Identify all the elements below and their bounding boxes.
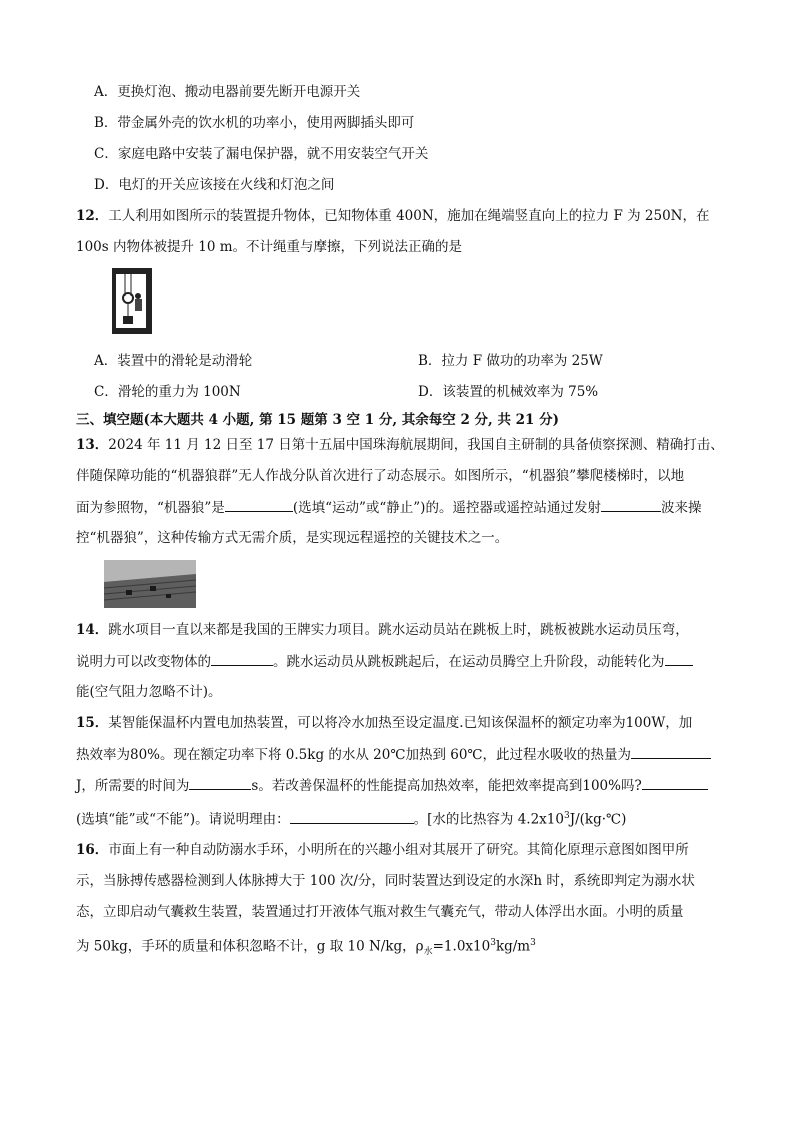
q12-text1: 工人利用如图所示的装置提升物体，已知物体重 400N，施加在绳端竖直向上的拉力 F 为 250N，在 (108, 208, 710, 224)
q14-line3: 能(空气阻力忽略不计)。 (76, 684, 222, 700)
q16-line3: 态，立即启动气囊救生装置，装置通过打开液体气瓶对救生气囊充气，带动人体浮出水面。小明的质量 (76, 904, 684, 920)
q13-text3c: 波来操 (660, 500, 702, 516)
q12-line1 (76, 206, 710, 226)
q16-number: 16． (76, 842, 109, 858)
section3-title: 三、填空题(本大题共 4 小题, 第 15 题第 3 空 1 分, 其余每空 2 分, 共 21 分) (76, 412, 560, 428)
q13-line2: 伴随保障功能的“机器狼群”无人作战分队首次进行了动态展示。如图所示，“机器狼”攀爬楼梯时，以地 (76, 468, 685, 484)
q15-line2 (76, 744, 711, 765)
q14-blank2 (665, 651, 693, 666)
q15-text3b: s。若改善保温杯的性能提高加热效率，能把效率提高到100%吗? (251, 778, 642, 794)
q15-blank3 (642, 775, 708, 790)
robot-wolf-photo (104, 560, 196, 608)
q13-text1: 2024 年 11 月 12 日至 17 日第十五届中国珠海航展期间，我国自主研制的具备侦察探测、精确打击、 (108, 437, 724, 453)
q13-text3b: (选填“运动”或“静止”)的。遥控器或遥控站通过发射 (292, 500, 601, 516)
q15-line3 (76, 775, 708, 796)
q15-text2a: 热效率为80%。现在额定功率下将 0.5kg 的水从 20℃加热到 60℃，此过程水吸收的热量为 (76, 747, 632, 763)
q12-option-c: C．滑轮的重力为 100N (94, 384, 241, 400)
q16-text4a: 为 50kg，手环的质量和体积忽略不计，g 取 10 N/kg，ρ (76, 938, 424, 955)
q14-blank1 (211, 651, 273, 666)
q16-line2: 示，当脉搏传感器检测到人体脉搏大于 100 次/分，同时装置达到设定的水深h 时，系统即判定为溺水状 (76, 873, 695, 889)
q12-option-d: D．该装置的机械效率为 75% (418, 384, 599, 400)
q16-exponent1: 3 (490, 938, 496, 948)
q16-text4b: =1.0x10 (432, 938, 491, 955)
q14-text1: 跳水项目一直以来都是我国的王牌实力项目。跳水运动员站在跳板上时，跳板被跳水运动员压弯， (108, 622, 689, 638)
q16-line1 (76, 840, 689, 860)
q12-line2: 100s 内物体被提升 10 m。不计绳重与摩擦，下列说法正确的是 (76, 239, 463, 255)
q13-text3a: 面为参照物，“机器狼”是 (76, 500, 225, 516)
q14-number: 14． (76, 622, 109, 638)
q15-blank2 (189, 775, 251, 790)
q11-option-b: B．带金属外壳的饮水机的功率小，使用两脚插头即可 (94, 115, 415, 131)
q15-blank1 (631, 744, 711, 759)
q14-line2 (76, 651, 693, 672)
q13-blank1 (225, 497, 293, 512)
q15-text1: 某智能保温杯内置电加热装置，可以将冷水加热至设定温度.已知该保温杯的额定功率为100W，加 (108, 715, 693, 731)
q14-text2a: 说明力可以改变物体的 (76, 654, 211, 670)
q13-number: 13． (76, 437, 109, 453)
q15-number: 15． (76, 715, 109, 731)
pulley-figure (108, 266, 154, 336)
q13-line1 (76, 435, 724, 455)
q14-line1 (76, 620, 689, 640)
q11-option-a: A．更换灯泡、搬动电器前要先断开电源开关 (94, 84, 361, 100)
q12-number: 12． (76, 208, 109, 224)
q13-line3 (76, 497, 701, 518)
q15-blank4 (290, 809, 414, 824)
q15-line4 (76, 806, 626, 830)
q16-exponent2: 3 (530, 938, 536, 948)
q13-blank2 (601, 497, 661, 512)
q13-line4: 控“机器狼”，这种传输方式无需介质，是实现远程遥控的关键技术之一。 (76, 530, 509, 546)
q16-text1: 市面上有一种自动防溺水手环，小明所在的兴趣小组对其展开了研究。其简化原理示意图如图甲所 (108, 842, 689, 858)
q15-exponent: 3 (563, 811, 570, 821)
q11-option-d: D．电灯的开关应该接在火线和灯泡之间 (94, 177, 335, 193)
q15-line1 (76, 713, 692, 733)
q16-line4 (76, 933, 536, 962)
q16-rho-subscript: 水 (423, 947, 433, 958)
q12-option-a: A．装置中的滑轮是动滑轮 (94, 353, 253, 369)
q11-option-c: C．家庭电路中安装了漏电保护器，就不用安装空气开关 (94, 146, 429, 162)
q15-text4a: (选填“能”或“不能”)。请说明理由： (76, 811, 290, 828)
q12-option-b: B．拉力 F 做功的功率为 25W (418, 353, 603, 369)
q14-text2b: 。跳水运动员从跳板跳起后，在运动员腾空上升阶段，动能转化为 (273, 654, 665, 670)
q15-text4c: J/(kg·℃) (569, 811, 627, 828)
q15-text3a: J，所需要的时间为 (76, 778, 190, 794)
q15-text4b: 。[水的比热容为 4.2x10 (413, 811, 564, 828)
q16-text4c: kg/m (495, 938, 531, 955)
